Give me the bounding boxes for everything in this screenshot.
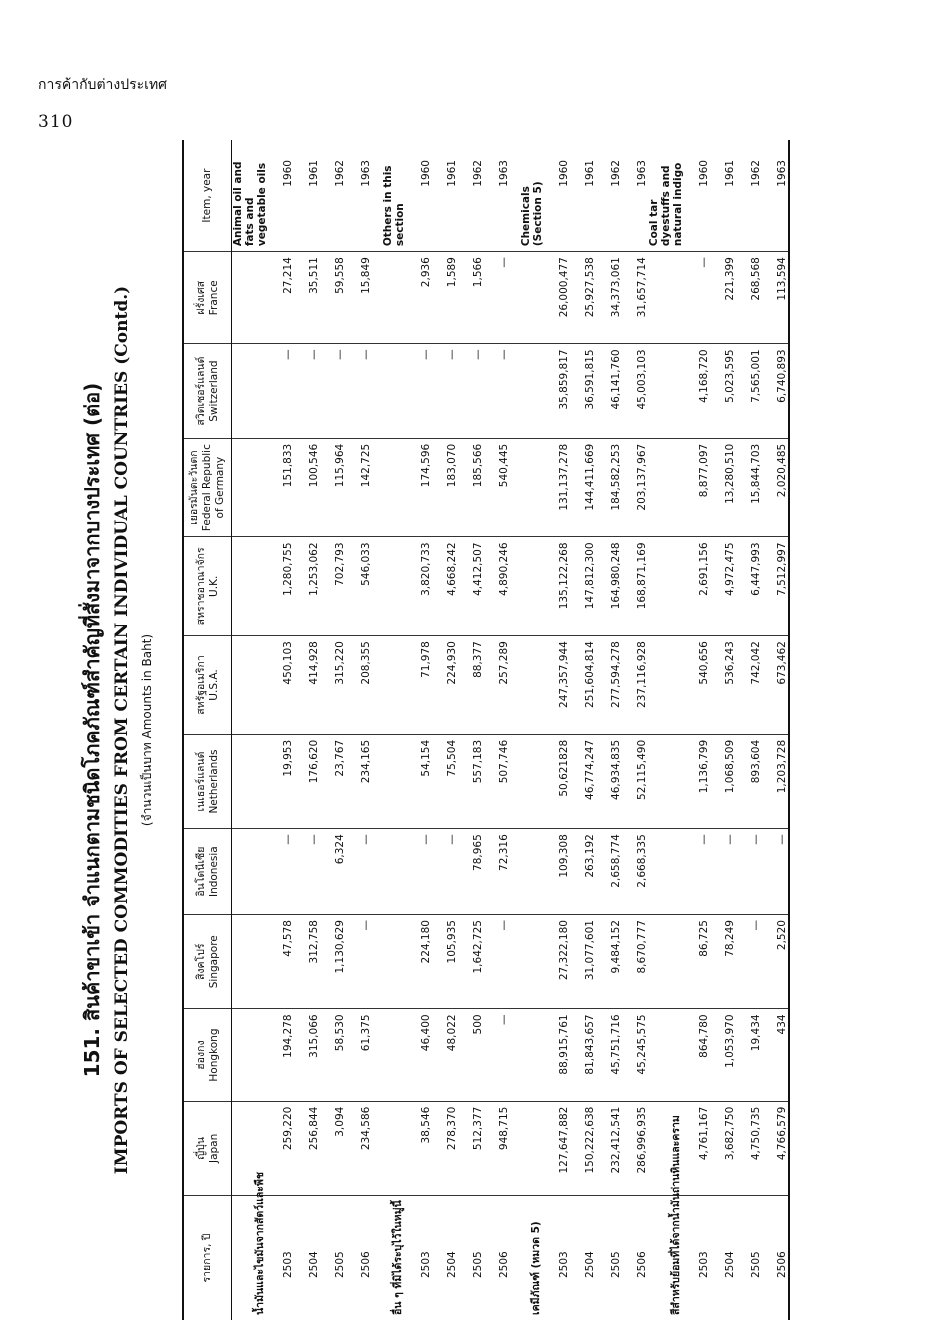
empty-cell (232, 915, 269, 1009)
value-cell: 2,936 (406, 252, 432, 344)
empty-cell (232, 636, 269, 735)
value-cell: 184,582,253 (596, 438, 622, 537)
value-cell: 1,642,725 (458, 915, 484, 1009)
value-cell: 13,280,510 (710, 438, 736, 537)
value-cell: 3,094 (320, 1101, 346, 1195)
value-cell: 507,746 (484, 734, 510, 828)
value-cell: 312,758 (294, 915, 320, 1009)
value-cell: — (346, 915, 372, 1009)
column-header: รายการ, ปี (183, 1196, 232, 1320)
empty-cell (232, 252, 269, 344)
year-english: 1961 (710, 140, 736, 252)
value-cell: 15,849 (346, 252, 372, 344)
year-thai: 2503 (698, 1251, 710, 1278)
value-cell: 742,042 (736, 636, 762, 735)
value-cell: 8,670,777 (622, 915, 648, 1009)
value-cell: 78,249 (710, 915, 736, 1009)
value-cell: 147,812,300 (570, 537, 596, 636)
value-cell: 234,586 (346, 1101, 372, 1195)
value-cell: 6,740,893 (762, 344, 789, 438)
value-cell: 1,589 (432, 252, 458, 344)
section-label-thai: เคมีภัณฑ์ (หมวด 5) (530, 1221, 542, 1315)
value-cell: 4,750,735 (736, 1101, 762, 1195)
table-row (684, 140, 710, 1320)
value-cell: 247,357,944 (544, 636, 570, 735)
value-cell: — (736, 829, 762, 915)
empty-cell (648, 915, 684, 1009)
value-cell: 1,253,062 (294, 537, 320, 636)
value-cell: 8,877,097 (684, 438, 710, 537)
value-cell: 4,890,246 (484, 537, 510, 636)
table-row (432, 140, 458, 1320)
table-row (268, 140, 294, 1320)
empty-cell (372, 734, 406, 828)
value-cell: 7,512,997 (762, 537, 789, 636)
table-row (458, 140, 484, 1320)
value-cell: 46,141,760 (596, 344, 622, 438)
empty-cell (372, 252, 406, 344)
value-cell: 540,656 (684, 636, 710, 735)
value-cell: 36,591,815 (570, 344, 596, 438)
value-cell: 536,243 (710, 636, 736, 735)
value-cell: 1,068,509 (710, 734, 736, 828)
section-row (372, 140, 406, 1320)
value-cell: 5,023,595 (710, 344, 736, 438)
column-header: ฮ่องกง Hongkong (183, 1009, 232, 1101)
empty-cell (510, 734, 544, 828)
value-cell: 46,934,835 (596, 734, 622, 828)
section-label-english: Chemicals (Section 5) (510, 140, 544, 252)
empty-cell (510, 915, 544, 1009)
empty-cell (232, 537, 269, 636)
value-cell: 268,568 (736, 252, 762, 344)
value-cell: — (406, 344, 432, 438)
value-cell: 109,308 (544, 829, 570, 915)
value-cell: 52,115,490 (622, 734, 648, 828)
year-thai: 2503 (282, 1251, 294, 1278)
value-cell: 251,604,814 (570, 636, 596, 735)
value-cell: 4,972,475 (710, 537, 736, 636)
year-english: 1960 (268, 140, 294, 252)
value-cell: 150,222,638 (570, 1101, 596, 1195)
value-cell: 232,412,541 (596, 1101, 622, 1195)
value-cell: 234,165 (346, 734, 372, 828)
year-thai: 2505 (750, 1251, 762, 1278)
value-cell: — (268, 344, 294, 438)
value-cell: 194,278 (268, 1009, 294, 1101)
value-cell: — (684, 829, 710, 915)
value-cell: 88,377 (458, 636, 484, 735)
empty-cell (648, 1009, 684, 1101)
value-cell: 59,558 (320, 252, 346, 344)
value-cell: 864,780 (684, 1009, 710, 1101)
year-english: 1962 (320, 140, 346, 252)
value-cell: 88,915,761 (544, 1009, 570, 1101)
empty-cell (372, 438, 406, 537)
table-row (406, 140, 432, 1320)
section-row (648, 140, 684, 1320)
empty-cell (372, 915, 406, 1009)
value-cell: 45,245,575 (622, 1009, 648, 1101)
value-cell: 47,578 (268, 915, 294, 1009)
table-row (622, 140, 648, 1320)
value-cell: — (736, 915, 762, 1009)
value-cell: 277,594,278 (596, 636, 622, 735)
value-cell: 168,871,169 (622, 537, 648, 636)
year-english: 1961 (570, 140, 596, 252)
empty-cell (372, 1009, 406, 1101)
table-title-english: IMPORTS OF SELECTED COMMODITIES FROM CERTAIN INDIVIDUAL COUNTRIES (Contd.) (112, 285, 132, 1175)
section-label-thai: น้ำมันและไขมันจากสัตว์และพืช (254, 1172, 266, 1315)
year-english: 1963 (622, 140, 648, 252)
year-thai: 2506 (636, 1251, 648, 1278)
value-cell: 1,053,970 (710, 1009, 736, 1101)
value-cell: 113,594 (762, 252, 789, 344)
table-row (710, 140, 736, 1320)
value-cell: 2,658,774 (596, 829, 622, 915)
value-cell: 75,504 (432, 734, 458, 828)
empty-cell (648, 537, 684, 636)
empty-cell (648, 734, 684, 828)
empty-cell (510, 1009, 544, 1101)
empty-cell (372, 537, 406, 636)
value-cell: — (762, 829, 789, 915)
value-cell: 54,154 (406, 734, 432, 828)
value-cell: 135,122,268 (544, 537, 570, 636)
value-cell: 19,953 (268, 734, 294, 828)
value-cell: 131,137,278 (544, 438, 570, 537)
year-thai: 2506 (762, 1196, 789, 1320)
empty-cell (232, 1009, 269, 1101)
value-cell: 45,003,103 (622, 344, 648, 438)
column-header: สวิตเซอร์แลนด์ Switzerland (183, 344, 232, 438)
value-cell: 9,484,152 (596, 915, 622, 1009)
value-cell: 144,411,669 (570, 438, 596, 537)
year-english: 1963 (346, 140, 372, 252)
value-cell: 50,621828 (544, 734, 570, 828)
value-cell: 4,168,720 (684, 344, 710, 438)
value-cell: 164,980,248 (596, 537, 622, 636)
value-cell: — (684, 252, 710, 344)
year-english: 1960 (406, 140, 432, 252)
empty-cell (648, 438, 684, 537)
section-label-thai: อื่น ๆ ที่มิได้ระบุไว้ในหมู่นี้ (392, 1200, 404, 1315)
table-row (762, 140, 789, 1320)
value-cell: 31,657,714 (622, 252, 648, 344)
year-english: 1962 (458, 140, 484, 252)
value-cell: 1,136,799 (684, 734, 710, 828)
value-cell: 6,324 (320, 829, 346, 915)
value-cell: 27,214 (268, 252, 294, 344)
value-cell: — (484, 252, 510, 344)
empty-cell (372, 829, 406, 915)
year-thai: 2505 (334, 1251, 346, 1278)
table-row (320, 140, 346, 1320)
empty-cell (232, 734, 269, 828)
value-cell: — (268, 829, 294, 915)
value-cell: 315,066 (294, 1009, 320, 1101)
value-cell: 100,546 (294, 438, 320, 537)
value-cell: — (346, 344, 372, 438)
empty-cell (510, 537, 544, 636)
value-cell: 450,103 (268, 636, 294, 735)
value-cell: 546,033 (346, 537, 372, 636)
value-cell: 1,130,629 (320, 915, 346, 1009)
value-cell: 142,725 (346, 438, 372, 537)
value-cell: 557,183 (458, 734, 484, 828)
rotated-table-page (70, 140, 941, 1315)
page-number: 310 (38, 112, 74, 132)
value-cell: 224,930 (432, 636, 458, 735)
value-cell: 2,020,485 (762, 438, 789, 537)
year-thai: 2504 (308, 1251, 320, 1278)
column-header: สหรัฐอเมริกา U.S.A. (183, 636, 232, 735)
value-cell: — (432, 829, 458, 915)
section-row (232, 140, 269, 1320)
value-cell: 2,668,335 (622, 829, 648, 915)
value-cell: 4,761,167 (684, 1101, 710, 1195)
value-cell: 263,192 (570, 829, 596, 915)
value-cell: 35,511 (294, 252, 320, 344)
imports-table (182, 140, 790, 1320)
value-cell: 185,566 (458, 438, 484, 537)
value-cell: 71,978 (406, 636, 432, 735)
year-thai: 2504 (446, 1251, 458, 1278)
value-cell: — (294, 344, 320, 438)
value-cell: 25,927,538 (570, 252, 596, 344)
year-english: 1962 (736, 140, 762, 252)
value-cell: 278,370 (432, 1101, 458, 1195)
year-english: 1962 (596, 140, 622, 252)
running-header: การค้ากับต่างประเทศ (38, 77, 168, 93)
value-cell: 3,682,750 (710, 1101, 736, 1195)
value-cell: 176,620 (294, 734, 320, 828)
column-header: เนเธอร์แลนด์ Netherlands (183, 734, 232, 828)
value-cell: 78,965 (458, 829, 484, 915)
empty-cell (648, 252, 684, 344)
value-cell: — (320, 344, 346, 438)
value-cell: 4,412,507 (458, 537, 484, 636)
value-cell: 58,530 (320, 1009, 346, 1101)
empty-cell (372, 636, 406, 735)
year-thai: 2505 (610, 1251, 622, 1278)
value-cell: 19,434 (736, 1009, 762, 1101)
table-titles (70, 140, 180, 1320)
header-row (183, 140, 232, 1320)
value-cell: 1,566 (458, 252, 484, 344)
value-cell: 31,077,601 (570, 915, 596, 1009)
value-cell: 3,820,733 (406, 537, 432, 636)
empty-cell (648, 636, 684, 735)
empty-cell (510, 636, 544, 735)
value-cell: 38,546 (406, 1101, 432, 1195)
year-thai: 2505 (472, 1251, 484, 1278)
value-cell: — (484, 915, 510, 1009)
empty-cell (372, 344, 406, 438)
value-cell: 893,604 (736, 734, 762, 828)
year-thai: 2506 (498, 1251, 510, 1278)
empty-cell (232, 344, 269, 438)
value-cell: 151,833 (268, 438, 294, 537)
value-cell: 948,715 (484, 1101, 510, 1195)
value-cell: 259,220 (268, 1101, 294, 1195)
year-thai: 2503 (420, 1251, 432, 1278)
value-cell: 26,000,477 (544, 252, 570, 344)
year-english: 1960 (544, 140, 570, 252)
value-cell: 315,220 (320, 636, 346, 735)
value-cell: 45,751,716 (596, 1009, 622, 1101)
table-row (346, 140, 372, 1320)
empty-cell (510, 252, 544, 344)
value-cell: 15,844,703 (736, 438, 762, 537)
value-cell: 127,647,882 (544, 1101, 570, 1195)
column-header: เยอรมันตะวันตก Federal Republic of Germany (183, 438, 232, 537)
value-cell: 540,445 (484, 438, 510, 537)
value-cell: 500 (458, 1009, 484, 1101)
value-cell: 2,691,156 (684, 537, 710, 636)
section-label-english: Others in this section (372, 140, 406, 252)
value-cell: 46,400 (406, 1009, 432, 1101)
empty-cell (232, 829, 269, 915)
value-cell: 286,996,935 (622, 1101, 648, 1195)
empty-cell (372, 1101, 406, 1195)
section-label-thai: สีสำหรับย้อมที่ได้จากน้ำมันถ่านหินและคราม (670, 1115, 682, 1315)
value-cell: 4,668,242 (432, 537, 458, 636)
empty-cell (510, 438, 544, 537)
table-body (232, 140, 790, 1320)
value-cell: 237,116,928 (622, 636, 648, 735)
value-cell: — (294, 829, 320, 915)
column-header: อินโดนีเซีย Indonesia (183, 829, 232, 915)
value-cell: 1,280,755 (268, 537, 294, 636)
column-header: สหราชอาณาจักร U.K. (183, 537, 232, 636)
table-subtitle: (จำนวนเป็นบาท Amounts in Baht) (140, 633, 154, 827)
column-header: ฝรั่งเศส France (183, 252, 232, 344)
section-label-english: Animal oil and fats and vegetable oils (232, 140, 269, 252)
section-row (510, 140, 544, 1320)
value-cell: — (710, 829, 736, 915)
value-cell: 72,316 (484, 829, 510, 915)
value-cell: 35,859,817 (544, 344, 570, 438)
value-cell: 48,022 (432, 1009, 458, 1101)
table-row (484, 140, 510, 1320)
year-english: 1963 (762, 140, 789, 252)
column-header: สิงคโปร์ Singapore (183, 915, 232, 1009)
table-row (570, 140, 596, 1320)
value-cell: 1,203,728 (762, 734, 789, 828)
value-cell: 86,725 (684, 915, 710, 1009)
value-cell: 34,373,061 (596, 252, 622, 344)
value-cell: — (458, 344, 484, 438)
empty-cell (232, 438, 269, 537)
year-english: 1963 (484, 140, 510, 252)
value-cell: 105,935 (432, 915, 458, 1009)
value-cell: 256,844 (294, 1101, 320, 1195)
empty-cell (510, 829, 544, 915)
value-cell: — (346, 829, 372, 915)
value-cell: — (406, 829, 432, 915)
value-cell: 183,070 (432, 438, 458, 537)
value-cell: 414,928 (294, 636, 320, 735)
year-thai: 2506 (360, 1251, 372, 1278)
value-cell: 81,843,657 (570, 1009, 596, 1101)
year-thai: 2504 (724, 1251, 736, 1278)
value-cell: 203,137,967 (622, 438, 648, 537)
value-cell: 2,520 (762, 915, 789, 1009)
column-header: ญี่ปุ่น Japan (183, 1101, 232, 1195)
section-label-english: Coal tar dyestuffs and natural indigo (648, 140, 684, 252)
value-cell: 115,964 (320, 438, 346, 537)
column-header: Item, year (183, 140, 232, 252)
year-english: 1961 (432, 140, 458, 252)
value-cell: 4,766,579 (762, 1101, 789, 1195)
table-row (736, 140, 762, 1320)
value-cell: 61,375 (346, 1009, 372, 1101)
year-english: 1960 (684, 140, 710, 252)
empty-cell (510, 1101, 544, 1195)
value-cell: 7,565,001 (736, 344, 762, 438)
value-cell: 208,355 (346, 636, 372, 735)
table-row (294, 140, 320, 1320)
value-cell: 174,596 (406, 438, 432, 537)
value-cell: 221,399 (710, 252, 736, 344)
value-cell: 46,774,247 (570, 734, 596, 828)
value-cell: 673,462 (762, 636, 789, 735)
year-thai: 2503 (558, 1251, 570, 1278)
year-thai: 2504 (584, 1251, 596, 1278)
value-cell: — (484, 1009, 510, 1101)
value-cell: 6,447,993 (736, 537, 762, 636)
table-row (596, 140, 622, 1320)
table-title-thai: 151. สินค้าขาเข้า จำแนกตามชนิดโภคภัณฑ์สำคัญที่สั่งมาจากบางประเทศ (ต่อ) (80, 382, 104, 1078)
value-cell: 224,180 (406, 915, 432, 1009)
table-row (544, 140, 570, 1320)
value-cell: — (432, 344, 458, 438)
empty-cell (648, 829, 684, 915)
value-cell: — (484, 344, 510, 438)
empty-cell (510, 344, 544, 438)
year-english: 1961 (294, 140, 320, 252)
value-cell: 27,322,180 (544, 915, 570, 1009)
value-cell: 434 (762, 1009, 789, 1101)
empty-cell (648, 344, 684, 438)
value-cell: 257,289 (484, 636, 510, 735)
value-cell: 512,377 (458, 1101, 484, 1195)
value-cell: 23,767 (320, 734, 346, 828)
value-cell: 702,793 (320, 537, 346, 636)
